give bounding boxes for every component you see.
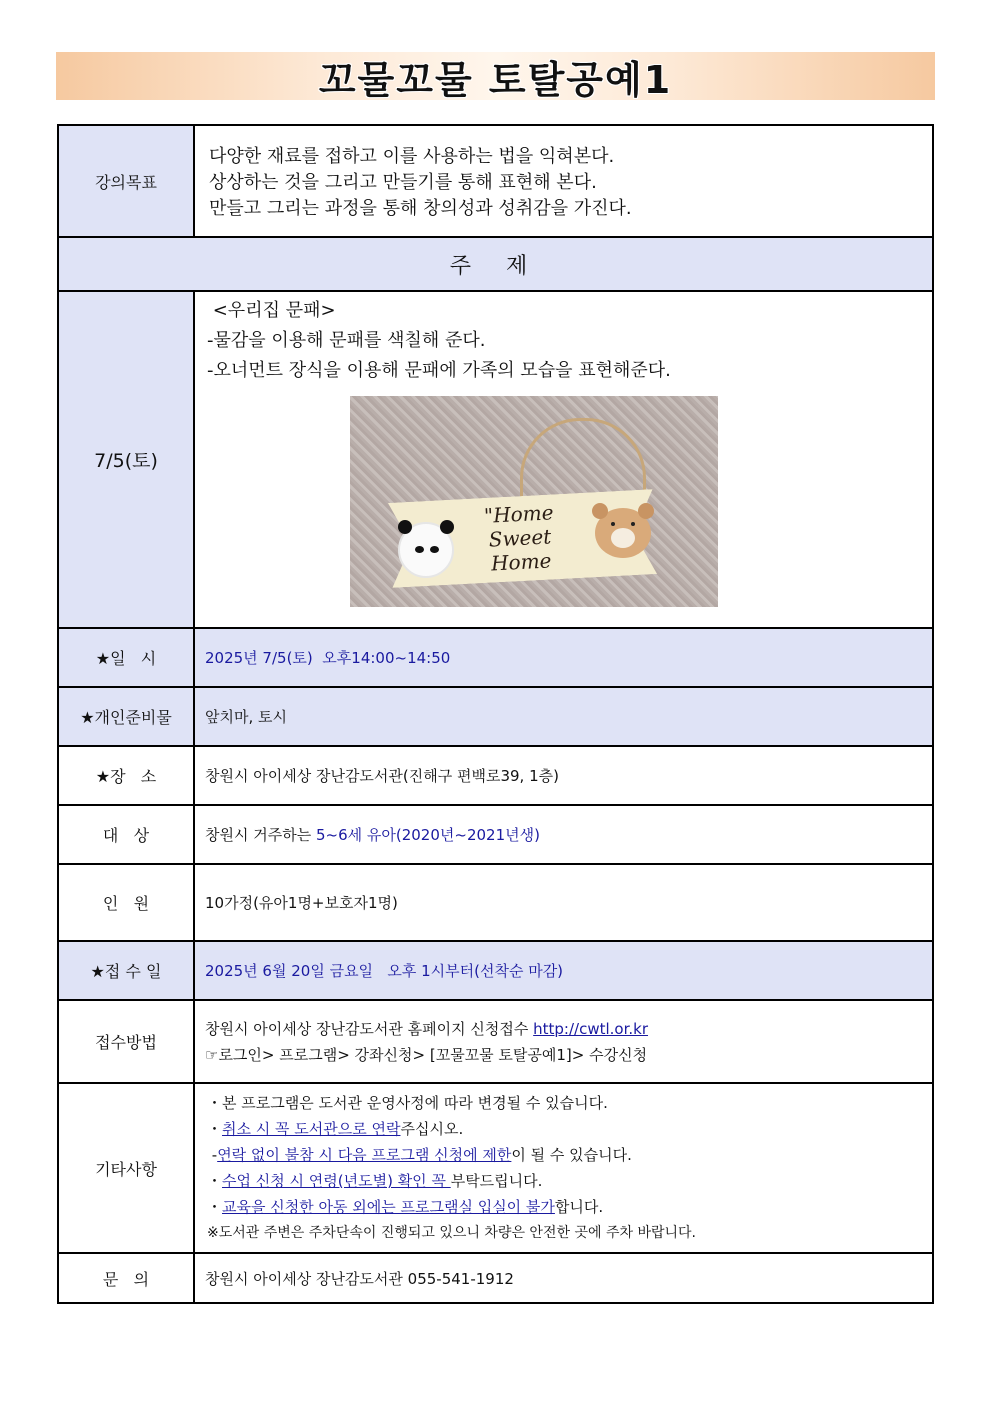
reception-date-value: 2025년 6월 20일 금요일 오후 1시부터(선착순 마감)	[194, 941, 933, 1000]
goal-content	[194, 125, 933, 237]
reception-date-row	[58, 941, 933, 1000]
contact-row	[58, 1253, 933, 1303]
contact-label: 문 의	[58, 1253, 194, 1303]
bear-face-icon	[595, 508, 651, 558]
datetime-row	[58, 628, 933, 687]
notice-item: ・본 프로그램은 도서관 운영사정에 따라 변경될 수 있습니다.	[207, 1094, 608, 1112]
reception-date-label: ★접 수 일	[58, 941, 194, 1000]
notice-item: ・교육을 신청한 아동 외에는 프로그램실 입실이 불가합니다.	[207, 1198, 604, 1216]
goal-label: 강의목표	[58, 125, 194, 237]
goal-row	[58, 125, 933, 237]
datetime-value: 2025년 7/5(토) 오후14:00~14:50	[194, 628, 933, 687]
datetime-label: ★일 시	[58, 628, 194, 687]
topic-date: 7/5(토)	[58, 291, 194, 628]
goal-line: 다양한 재료를 접하고 이를 사용하는 법을 익혀본다.	[209, 146, 615, 167]
place-row	[58, 746, 933, 805]
title-banner	[56, 52, 935, 100]
target-row	[58, 805, 933, 864]
panda-face-icon	[398, 522, 454, 578]
method-text: 창원시 아이세상 장난감도서관 홈페이지 신청접수	[205, 1019, 534, 1038]
target-value-text: 창원시 거주하는	[205, 826, 316, 844]
method-label: 접수방법	[58, 1000, 194, 1083]
etc-row	[58, 1083, 933, 1253]
notice-item: ・취소 시 꼭 도서관으로 연락주십시오.	[207, 1120, 464, 1138]
prep-label: ★개인준비물	[58, 687, 194, 746]
method-value	[194, 1000, 933, 1083]
program-info-table	[57, 124, 934, 1304]
topic-row	[58, 291, 933, 628]
prep-value: 앞치마, 토시	[194, 687, 933, 746]
people-label: 인 원	[58, 864, 194, 941]
target-age: 5~6세 유아(2020년~2021년생)	[315, 826, 540, 844]
topic-line: <우리집 문패>	[207, 300, 336, 321]
topic-header: 주 제	[58, 237, 933, 291]
place-label: ★장 소	[58, 746, 194, 805]
goal-line: 상상하는 것을 그리고 만들기를 통해 표현해 본다.	[209, 172, 597, 193]
topic-line: -오너먼트 장식을 이용해 문패에 가족의 모습을 표현해준다.	[207, 360, 671, 381]
topic-line: -물감을 이용해 문패를 색칠해 준다.	[207, 330, 486, 351]
place-value: 창원시 아이세상 장난감도서관(진해구 편백로39, 1층)	[194, 746, 933, 805]
etc-content	[194, 1083, 933, 1253]
prep-row	[58, 687, 933, 746]
homepage-link[interactable]: http://cwtl.or.kr	[533, 1019, 649, 1038]
target-label: 대 상	[58, 805, 194, 864]
plaque-text: "Home Sweet Home	[483, 500, 555, 576]
target-value	[194, 805, 933, 864]
people-value: 10가정(유아1명+보호자1명)	[194, 864, 933, 941]
contact-value: 창원시 아이세상 장난감도서관 055-541-1912	[194, 1253, 933, 1303]
method-steps: ☞로그인> 프로그램> 강좌신청> [꼬물꼬물 토탈공예1]> 수강신청	[205, 1045, 648, 1064]
etc-label: 기타사항	[58, 1083, 194, 1253]
notice-item: ・수업 신청 시 연령(년도별) 확인 꼭 부탁드립니다.	[207, 1172, 543, 1190]
doorplate-photo	[350, 396, 718, 607]
notice-item: -연락 없이 불참 시 다음 프로그램 신청에 제한이 될 수 있습니다.	[207, 1146, 632, 1164]
goal-line: 만들고 그리는 과정을 통해 창의성과 성취감을 가진다.	[209, 198, 632, 219]
topic-header-row	[58, 237, 933, 291]
people-row	[58, 864, 933, 941]
page-title: 꼬물꼬물 토탈공예1	[318, 57, 673, 102]
parking-note: ※도서관 주변은 주차단속이 진행되고 있으니 차량은 안전한 곳에 주차 바랍니다.	[207, 1225, 696, 1241]
topic-content	[194, 291, 933, 628]
method-row	[58, 1000, 933, 1083]
